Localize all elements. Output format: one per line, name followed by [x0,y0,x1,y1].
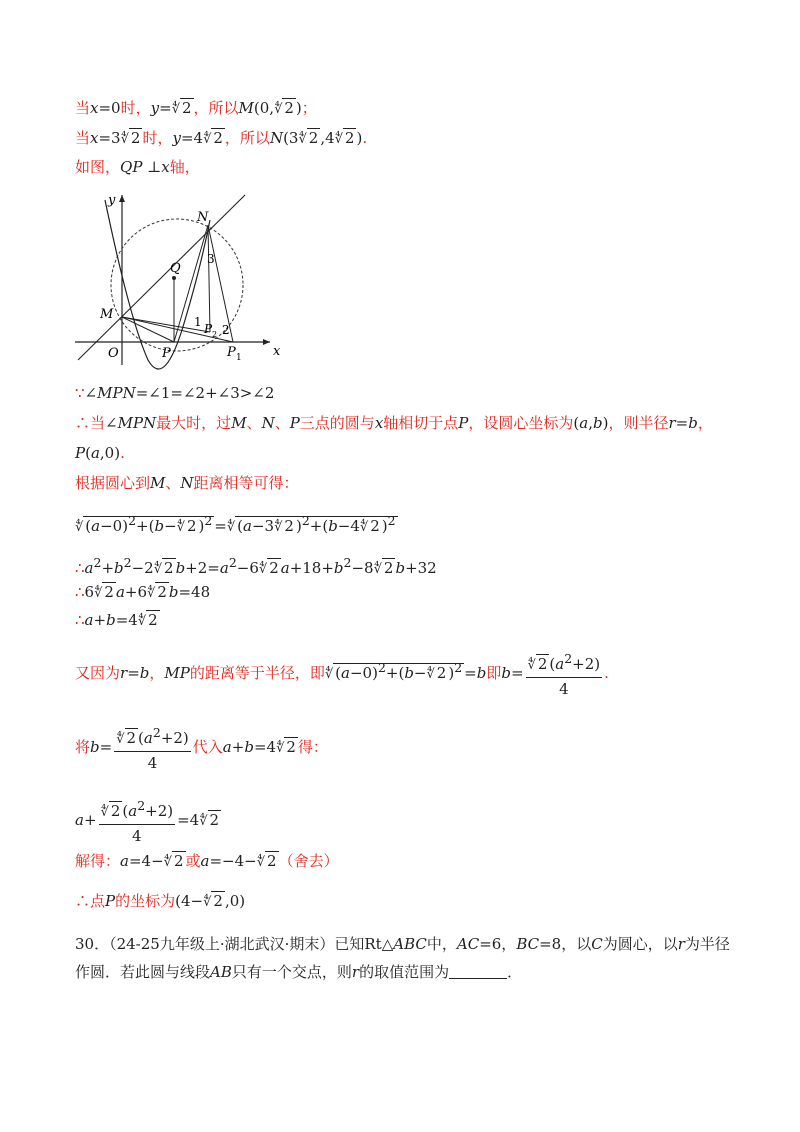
answer-blank[interactable] [449,964,507,979]
label-P: P [162,346,171,361]
line-3: 如图，QP ⊥x轴， [75,158,200,176]
label-O: O [108,346,119,361]
angle-3: 3 [207,252,215,266]
label-M: M [100,307,114,322]
line-1: 当x=0时，y=∜ 2 ，所以M(0,∜ 2 )； [75,99,317,117]
line-15: 解得：a=4−∜ 2 或a=−4−∜ 2 （舍去） [75,852,339,870]
angle-2: 2 [222,323,230,337]
question-30: 30．（24-25九年级上·湖北武汉·期末）已知Rt△ABC中，AC=6，BC=8，以C为圆心，以r为半径作圆．若此圆与线段AB只有一个交点，则r的取值范围为 ． [75,935,730,981]
line-2: 当x=3∜ 2 时，y=4∜ 2 ，所以N(3∜ 2 ,4∜ 2 ). [75,129,368,147]
line-4: ∵∠MPN=∠1=∠2+∠3>∠2 [75,384,275,402]
line-10: ∴6∜ 2 a+6∜ 2 b=48 [75,583,211,601]
line-13: 将b= $\frac{∜ 2 (a^2+2)}{4}$ 代入a+b=4∜ 2 得： [75,722,328,774]
line-12: 又因为r=b，MP的距离等于半径，即∜ $(a-0)^2+(b-∜$ 2 )$^2$ =b即b= $\frac{∜ 2 (a^2+2)}{4}$ . [75,648,609,700]
label-y: y [108,193,116,208]
line-14: a+ $\frac{∜ 2 (a^2+2)}{4}$ =4∜ 2 [75,795,221,847]
line-6: P(a,0). [75,444,125,462]
label-x: x [273,344,281,359]
line-16: ∴点P的坐标为(4−∜ 2 ,0) [75,892,246,910]
angle-1: 1 [194,315,202,329]
label-P1: P [227,345,236,360]
line-8: ∜ $(a-0)^2+(b-∜$ 2 )$^2$ =∜ (a−3∜ 2 )$^2$+(b−4∜ 2 )$^2$ [75,513,396,535]
label-P2: P [204,322,213,336]
label-P1-sub: 1 [236,353,242,363]
label-P2-sub: 2 [212,330,218,339]
label-N: N [197,210,209,225]
line-9: $\therefore a^2+b^2-2∜$ 2 $b+2=a^2-6∜$ 2 $a+18+b^2-8∜$ 2 b+32 [75,555,437,577]
line-5: ∴当∠MPN最大时，过M、N、P三点的圆与x轴相切于点P，设圆心坐标为(a,b)，则半径r=b， [75,414,713,432]
geometry-figure [70,190,290,370]
line-7: 根据圆心到M、N距离相等可得： [75,474,299,492]
line-11: ∴a+b=4∜ 2 [75,611,158,629]
label-Q: Q [170,261,181,276]
